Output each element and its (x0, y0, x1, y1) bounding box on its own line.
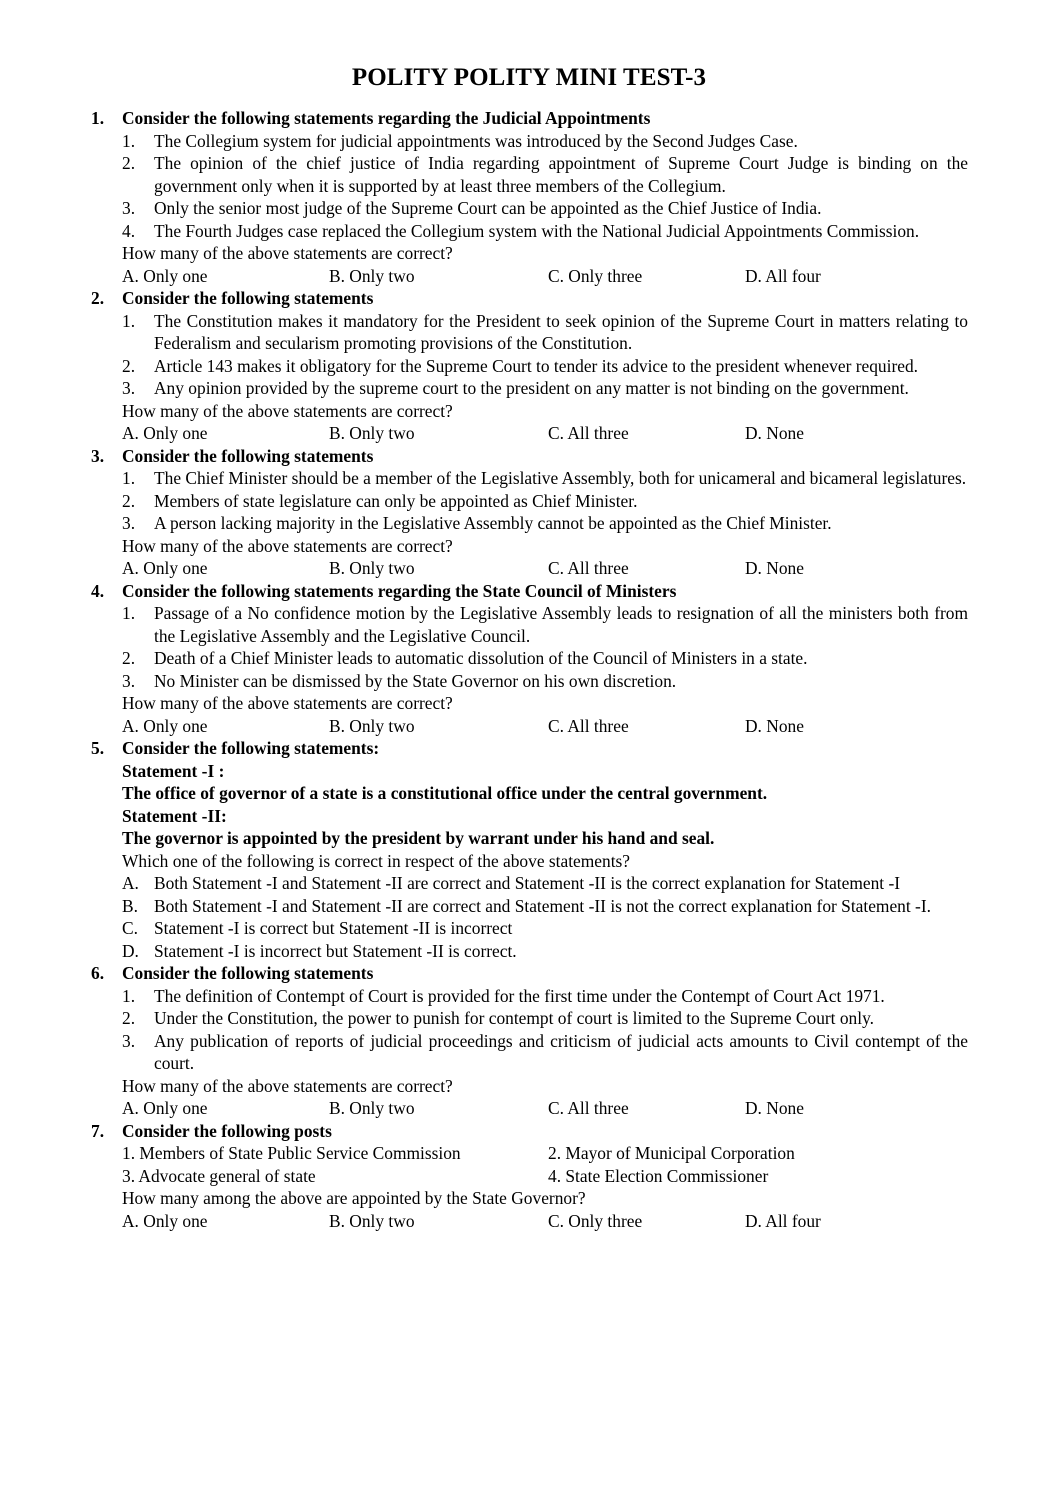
question-heading: 4. Consider the following statements regarding the State Council of Ministers (91, 580, 677, 601)
question-2 (0, 287, 1058, 445)
question-prompt: How many of the above statements are correct? (122, 1075, 453, 1096)
question-5 (0, 737, 1058, 962)
option-d: D. None (745, 423, 804, 443)
option-d: D. None (745, 1098, 804, 1118)
question-6 (0, 962, 1058, 1120)
answer-options (0, 1210, 1058, 1233)
option-c: C. Only three (548, 1210, 643, 1231)
statement: 2. Death of a Chief Minister leads to automatic dissolution of the Council of Ministers in a state. (122, 648, 808, 668)
statement: 3. Any publication of reports of judicial proceedings and criticism of judicial acts amounts to Civil contempt of the court. (122, 1030, 968, 1073)
option-c: C. All three (548, 715, 629, 736)
question-prompt: How many of the above statements are correct? (122, 243, 453, 263)
option-c: C. All three (548, 1098, 629, 1118)
question-7 (0, 1120, 1058, 1233)
question-prompt: How many among the above are appointed by the State Governor? (122, 1188, 586, 1208)
option-d: D. None (745, 715, 804, 736)
statement-1-text: The office of governor of a state is a constitutional office under the central government. (122, 783, 768, 803)
question-1 (0, 107, 1058, 287)
option-d: D. All four (745, 265, 821, 286)
question-heading: 3. Consider the following statements (91, 445, 374, 466)
answer-options (0, 1097, 1058, 1120)
question-4 (0, 580, 1058, 738)
answer-options (0, 715, 1058, 738)
answer-choice-b: B. Both Statement -I and Statement -II are correct and Statement -II is not the correct explanation for Statement -I. (122, 895, 931, 916)
statement-2-text: The governor is appointed by the president by warrant under his hand and seal. (122, 828, 715, 848)
statement: 3. A person lacking majority in the Legislative Assembly cannot be appointed as the Chief Minister. (122, 513, 832, 533)
answer-options (0, 422, 1058, 445)
post-item: 1. Members of State Public Service Commission (122, 1143, 461, 1163)
question-heading: 6. Consider the following statements (91, 963, 374, 983)
question-number: 3. (91, 445, 105, 466)
option-b: B. Only two (329, 265, 415, 286)
question-number: 7. (91, 1120, 105, 1141)
option-a: A. Only one (122, 423, 208, 443)
statement: 1. The Chief Minister should be a member of the Legislative Assembly, both for unicameral and bicameral legislatures. (122, 468, 967, 488)
page-title: POLITY POLITY MINI TEST-3 (351, 64, 707, 91)
option-b: B. Only two (329, 1210, 415, 1231)
statement: 2. The opinion of the chief justice of India regarding appointment of Supreme Court Judge is binding on the government only when it is supported by at least three members of the Collegium. (122, 153, 968, 196)
question-list (0, 107, 1058, 1232)
statement-1-label: Statement -I : (122, 760, 225, 781)
option-a: A. Only one (122, 715, 208, 736)
question-prompt: How many of the above statements are correct? (122, 693, 453, 713)
option-b: B. Only two (329, 1098, 415, 1118)
question-prompt: How many of the above statements are correct? (122, 535, 453, 556)
post-item: 2. Mayor of Municipal Corporation (548, 1143, 795, 1163)
question-prompt: Which one of the following is correct in respect of the above statements? (122, 850, 631, 871)
question-3 (0, 445, 1058, 580)
option-c: C. All three (548, 423, 629, 443)
question-prompt: How many of the above statements are correct? (122, 400, 453, 421)
statement: 2. Article 143 makes it obligatory for the Supreme Court to tender its advice to the president whenever required. (122, 355, 918, 376)
option-b: B. Only two (329, 423, 415, 443)
option-c: C. Only three (548, 265, 643, 286)
statement: 2. Under the Constitution, the power to punish for contempt of court is limited to the Supreme Court only. (122, 1008, 874, 1028)
question-number: 5. (91, 738, 105, 758)
question-heading: 1. Consider the following statements regarding the Judicial Appointments (91, 108, 651, 128)
posts-row (0, 1142, 1058, 1165)
statement: 1. The Collegium system for judicial appointments was introduced by the Second Judges Case. (122, 130, 798, 151)
statement: 1. The definition of Contempt of Court is provided for the first time under the Contempt of Court Act 1971. (122, 985, 885, 1006)
question-number: 2. (91, 288, 105, 308)
answer-choice-a: A. Both Statement -I and Statement -II are correct and Statement -II is the correct explanation for Statement -I (122, 873, 901, 893)
answer-choice-d: D. Statement -I is incorrect but Statement -II is correct. (122, 940, 517, 961)
post-item: 3. Advocate general of state (122, 1165, 316, 1186)
post-item: 4. State Election Commissioner (548, 1165, 769, 1186)
question-number: 6. (91, 963, 105, 983)
statement: 1. Passage of a No confidence motion by the Legislative Assembly leads to resignation of all the ministers both from the Legislative Assembly and the Legislative Council. (122, 603, 968, 646)
statement: 1. The Constitution makes it mandatory for the President to seek opinion of the Supreme Court in matters relating to Federalism and secularism promoting provisions of the Constitution. (122, 310, 968, 353)
statement: 4. The Fourth Judges case replaced the Collegium system with the National Judicial Appointments Commission. (122, 220, 920, 241)
option-b: B. Only two (329, 715, 415, 736)
question-heading: 5. Consider the following statements: (91, 738, 380, 758)
option-d: D. None (745, 558, 804, 578)
statement: 3. Any opinion provided by the supreme court to the president on any matter is not binding on the government. (122, 378, 909, 398)
question-heading: 7. Consider the following posts (91, 1120, 332, 1141)
option-a: A. Only one (122, 558, 208, 578)
question-number: 4. (91, 580, 105, 601)
answer-options (0, 265, 1058, 288)
statement: 3. No Minister can be dismissed by the State Governor on his own discretion. (122, 670, 677, 691)
option-d: D. All four (745, 1210, 821, 1231)
answer-options (0, 557, 1058, 580)
statement-2-label: Statement -II: (122, 805, 227, 826)
option-a: A. Only one (122, 1210, 208, 1231)
option-a: A. Only one (122, 265, 208, 286)
posts-row (0, 1165, 1058, 1188)
question-number: 1. (91, 108, 105, 128)
statement: 2. Members of state legislature can only be appointed as Chief Minister. (122, 490, 638, 511)
option-c: C. All three (548, 558, 629, 578)
option-a: A. Only one (122, 1098, 208, 1118)
statement: 3. Only the senior most judge of the Supreme Court can be appointed as the Chief Justice of India. (122, 198, 822, 218)
answer-choice-c: C. Statement -I is correct but Statement -II is incorrect (122, 918, 513, 938)
option-b: B. Only two (329, 558, 415, 578)
question-heading: 2. Consider the following statements (91, 288, 374, 308)
